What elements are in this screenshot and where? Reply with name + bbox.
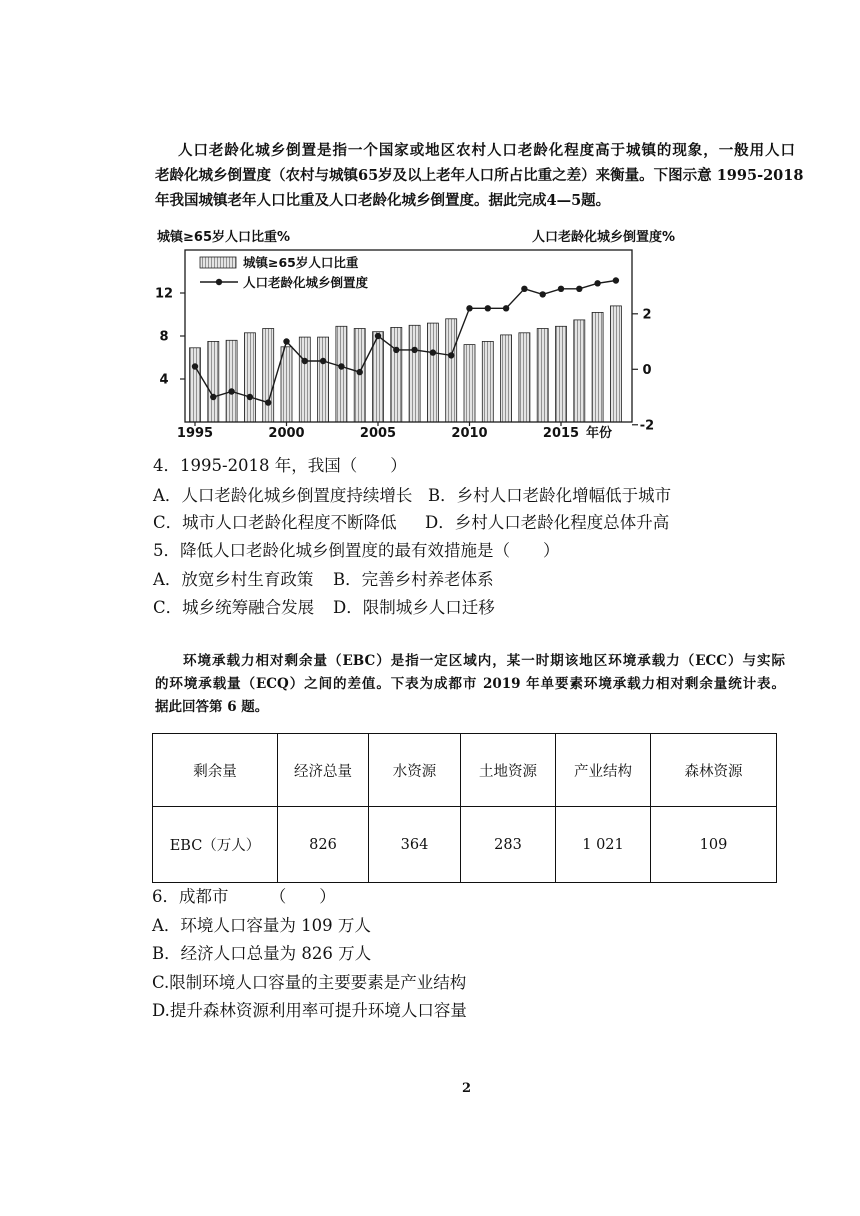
aging-inversion-chart [150, 222, 690, 447]
question-4-stem: 4．1995-2018 年，我国（ ） [153, 456, 407, 475]
intro-line: 据此回答第 6 题。 [155, 699, 269, 715]
table-row [153, 807, 777, 883]
ebc-table [152, 733, 777, 883]
point-1999 [265, 399, 271, 405]
table-header-cell: 森林资源 [651, 734, 777, 807]
bar-2011 [482, 341, 493, 422]
table-cell: EBC（万人） [153, 807, 278, 883]
bar-1999 [263, 329, 274, 423]
intro-line: 老龄化城乡倒置度（农村与城镇65岁及以上老年人口所占比重之差）来衡量。下图示意 1995-2018 [155, 167, 804, 184]
table-header-cell: 产业结构 [556, 734, 651, 807]
page-number: 2 [462, 1081, 472, 1096]
bar-1997 [226, 340, 237, 422]
legend-bar-swatch [200, 257, 236, 268]
table-header-cell: 剩余量 [153, 734, 278, 807]
point-1996 [210, 394, 216, 400]
bar-2006 [391, 327, 402, 422]
table-header-cell: 土地资源 [461, 734, 556, 807]
bar-2008 [427, 323, 438, 422]
point-2016 [576, 286, 582, 292]
legend-label-bar: 城镇≥65岁人口比重 [243, 255, 359, 270]
table-cell: 109 [651, 807, 777, 883]
left-axis-title: 城镇≥65岁人口比重% [157, 230, 291, 245]
question-5-option-d: D．限制城乡人口迁移 [333, 598, 495, 617]
intro-line: 人口老龄化城乡倒置是指一个国家或地区农村人口老龄化程度高于城镇的现象，一般用人口 [178, 142, 795, 159]
intro-paragraph-6 [155, 650, 785, 719]
bar-2000 [281, 347, 292, 422]
question-4-option-d: D．乡村人口老龄化程度总体升高 [425, 513, 670, 532]
bar-2014 [537, 329, 548, 423]
question-5-option-b: B．完善乡村养老体系 [333, 570, 494, 589]
point-2000 [283, 338, 289, 344]
bar-1998 [244, 333, 255, 422]
question-6-option-b: B．经济人口总量为 826 万人 [152, 944, 372, 963]
line-series [192, 277, 619, 406]
table-cell: 283 [461, 807, 556, 883]
table-header-cell: 经济总量 [278, 734, 369, 807]
question-4-options-row [153, 482, 793, 510]
bar-2017 [592, 312, 603, 422]
right-axis-title: 人口老龄化城乡倒置度% [531, 230, 675, 245]
question-4-option-a: A．人口老龄化城乡倒置度持续增长 [153, 486, 413, 505]
x-tick-label: 1995 [176, 426, 214, 441]
legend-line-marker [216, 279, 222, 285]
bar-2010 [464, 345, 475, 422]
intro-line: 年我国城镇老年人口比重及人口老龄化城乡倒置度。据此完成4—5题。 [155, 192, 611, 209]
right-tick-label: -2 [639, 418, 655, 434]
legend [200, 255, 369, 290]
point-2014 [540, 291, 546, 297]
point-2008 [430, 349, 436, 355]
question-6-stem: 6．成都市 （ ） [152, 887, 336, 906]
bar-2009 [446, 319, 457, 422]
table-cell: 1 021 [556, 807, 651, 883]
question-5-options-row [153, 566, 793, 594]
point-2004 [357, 369, 363, 375]
bar-2013 [519, 333, 530, 422]
point-2001 [302, 358, 308, 364]
point-1997 [228, 388, 234, 394]
x-tick-label: 2000 [268, 426, 305, 441]
legend-label-line: 人口老龄化城乡倒置度 [243, 275, 369, 290]
bar-2001 [299, 337, 310, 422]
question-5-option-a: A．放宽乡村生育政策 [153, 570, 314, 589]
left-tick-label: 4 [159, 372, 169, 388]
question-5-stem: 5．降低人口老龄化城乡倒置度的最有效措施是（ ） [153, 541, 560, 560]
bar-2012 [501, 335, 512, 422]
right-tick-label: 0 [642, 362, 652, 378]
intro-line: 的环境承载量（ECQ）之间的差值。下表为成都市 2019 年单要素环境承载力相对剩余量统计表。 [155, 676, 785, 692]
point-2012 [503, 305, 509, 311]
point-2002 [320, 358, 326, 364]
intro-paragraph-4-5 [155, 138, 804, 213]
point-2006 [393, 347, 399, 353]
bar-2002 [318, 337, 329, 422]
point-2010 [466, 305, 472, 311]
point-2017 [594, 280, 600, 286]
bar-2016 [574, 320, 585, 422]
question-6-option-c: C.限制环境人口容量的主要要素是产业结构 [152, 973, 467, 992]
bar-2007 [409, 325, 420, 422]
question-5-options-row [153, 594, 793, 622]
x-tick-label: 2015 [542, 426, 580, 441]
bar-2015 [556, 326, 567, 422]
question-4-options-row [153, 509, 793, 537]
point-2003 [338, 363, 344, 369]
left-tick-label: 12 [154, 286, 174, 302]
point-2011 [485, 305, 491, 311]
question-5-option-c: C．城乡统筹融合发展 [153, 598, 315, 617]
point-2007 [411, 347, 417, 353]
question-4-option-b: B．乡村人口老龄化增幅低于城市 [428, 486, 672, 505]
table-cell: 364 [369, 807, 461, 883]
question-4-option-c: C．城市人口老龄化程度不断降低 [153, 513, 397, 532]
intro-line: 环境承载力相对剩余量（EBC）是指一定区域内，某一时期该地区环境承载力（ECC）与实际 [183, 653, 785, 669]
point-2005 [375, 333, 381, 339]
bar-1995 [190, 348, 201, 422]
table-header-cell: 水资源 [369, 734, 461, 807]
bar-series [190, 306, 622, 422]
point-2009 [448, 352, 454, 358]
bar-1996 [208, 341, 219, 422]
bar-2005 [373, 332, 384, 422]
bar-2003 [336, 326, 347, 422]
table-header-row [153, 734, 777, 807]
table-cell: 826 [278, 807, 369, 883]
point-1998 [247, 394, 253, 400]
point-2013 [521, 286, 527, 292]
series-line [195, 281, 616, 403]
question-6-option-a: A．环境人口容量为 109 万人 [152, 916, 371, 935]
x-tick-label: 2010 [451, 426, 488, 441]
left-tick-label: 8 [159, 329, 169, 345]
right-tick-label: 2 [642, 307, 652, 323]
question-6-option-d: D.提升森林资源利用率可提升环境人口容量 [152, 1001, 467, 1020]
point-1995 [192, 363, 198, 369]
bar-2018 [610, 306, 621, 422]
point-2015 [558, 286, 564, 292]
point-2018 [613, 277, 619, 283]
x-axis-label: 年份 [585, 426, 613, 441]
x-tick-label: 2005 [359, 426, 397, 441]
